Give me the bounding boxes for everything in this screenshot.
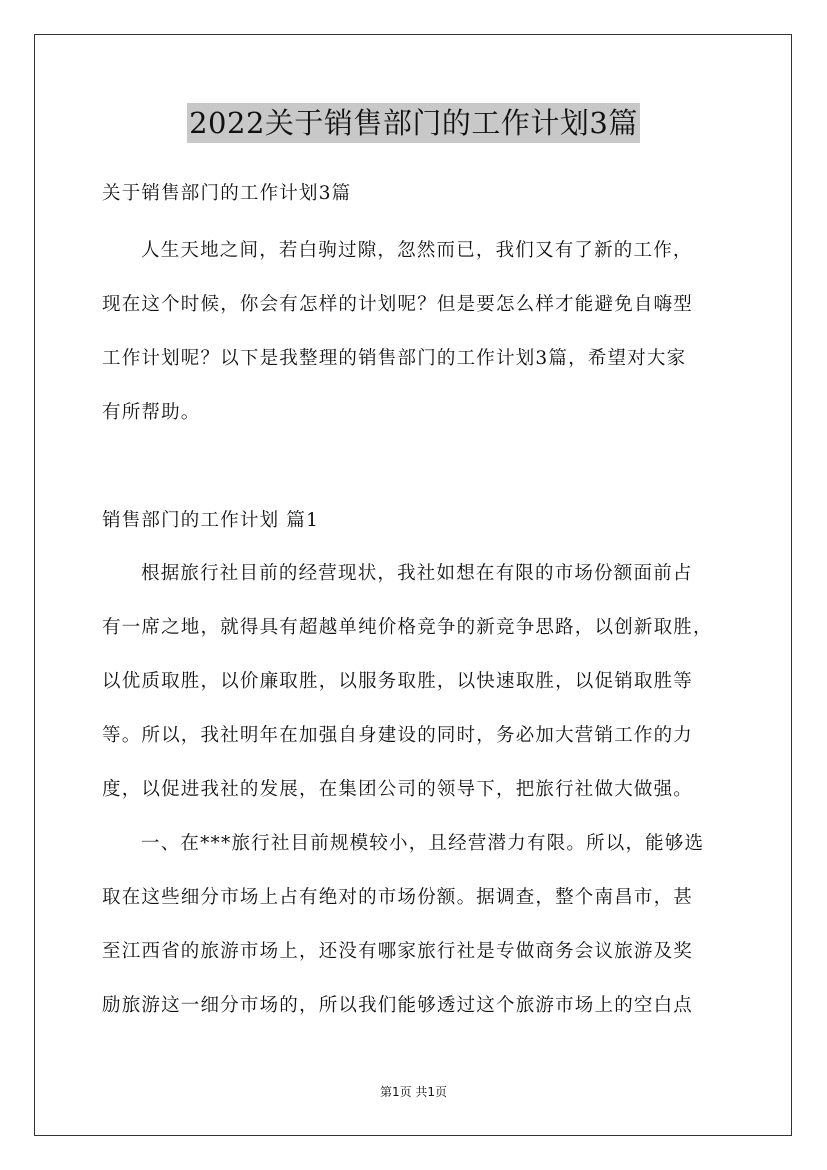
paragraph-line: 励旅游这一细分市场的，所以我们能够透过这个旅游市场上的空白点 (102, 995, 694, 1016)
paragraph-line: 有一席之地，就得具有超越单纯价格竞争的新竞争思路，以创新取胜， (102, 617, 713, 638)
document-title: 2022关于销售部门的工作计划3篇 (187, 103, 640, 143)
paragraph-line: 等。所以，我社明年在加强自身建设的同时，务必加大营销工作的力 (102, 725, 694, 746)
paragraph-line: 至江西省的旅游市场上，还没有哪家旅行社是专做商务会议旅游及奖 (102, 941, 694, 962)
intro-line: 有所帮助。 (102, 402, 201, 423)
section-heading: 销售部门的工作计划 篇1 (102, 510, 320, 531)
page-footer: 第1页 共1页 (379, 1085, 448, 1099)
title-container (0, 103, 827, 143)
paragraph-line: 以优质取胜，以价廉取胜，以服务取胜，以快速取胜，以促销取胜等 (102, 671, 694, 692)
intro-line: 人生天地之间，若白驹过隙，忽然而已，我们又有了新的工作， (141, 240, 693, 261)
paragraph-line: 度，以促进我社的发展，在集团公司的领导下，把旅行社做大做强。 (102, 779, 694, 800)
paragraph-line: 一、在***旅行社目前规模较小，且经营潜力有限。所以，能够选 (141, 833, 705, 854)
paragraph-line: 根据旅行社目前的经营现状，我社如想在有限的市场份额面前占 (141, 563, 693, 584)
document-subtitle: 关于销售部门的工作计划3篇 (102, 183, 352, 204)
intro-line: 工作计划呢？以下是我整理的销售部门的工作计划3篇，希望对大家 (102, 348, 687, 369)
paragraph-line: 取在这些细分市场上占有绝对的市场份额。据调查，整个南昌市，甚 (102, 887, 694, 908)
intro-line: 现在这个时候，你会有怎样的计划呢？但是要怎么样才能避免自嗨型 (102, 294, 694, 315)
